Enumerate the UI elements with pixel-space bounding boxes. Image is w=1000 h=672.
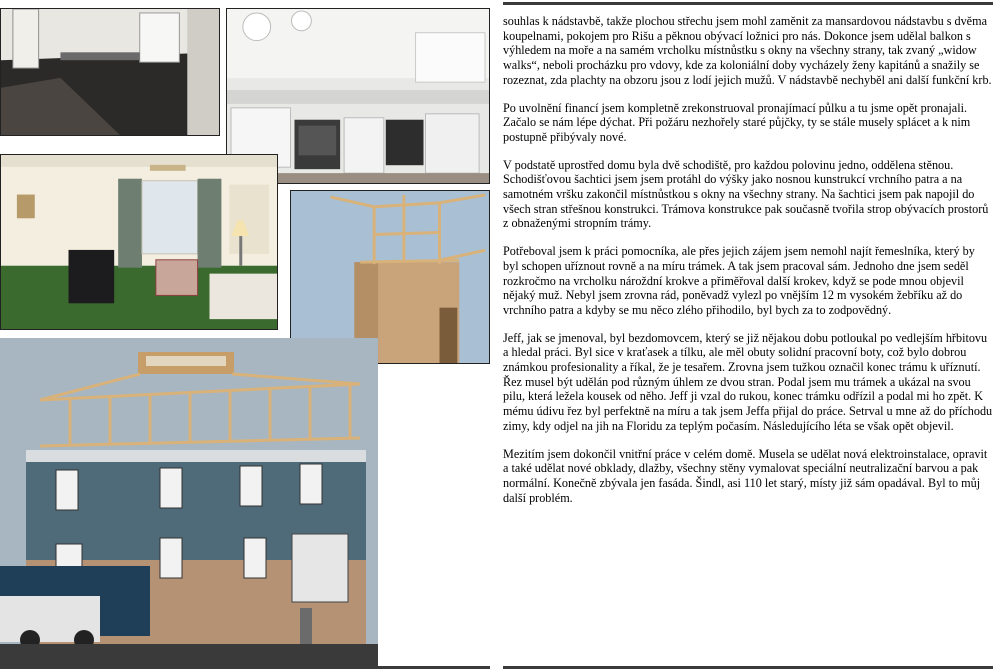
paragraph-4: Potřeboval jsem k práci pomocníka, ale přes jejich zájem jsem nemohl najít řemeslníka, který by byl schopen uříznout rovně a na míru trámek. A tak jsem pracoval sám. Jednoho dne jsem seděl rozkročmo na vrcholku nároždní krokve a přiměřoval další krokev, když se pode mnou objevil nějaký muž. Nebyl jsem zrovna rád, poněvadž vylezl po vnějším 12 m vysokém žebříku až do vrchního patra a kdyby se mu něco zlého přihodilo, byl bych za to zodpovědný.: [503, 244, 975, 317]
house-with-timber-frame-dormer-photo: [0, 338, 378, 666]
bottom-rule-left: [0, 666, 490, 669]
living-room-with-sofa-and-armchairs-photo: [0, 154, 278, 330]
article-text-column: [503, 14, 993, 518]
bottom-rule-right: [503, 666, 993, 669]
paragraph-2: Po uvolnění financí jsem kompletně zrekonstruoval pronajímací půlku a tu jsme opět pronajali. Začalo se nám lépe dýchat. Při požáru nezhořely staré půjčky, ty se stále musely splácet a k nim postupně přibývaly nové.: [503, 100, 971, 144]
top-rule-right: [503, 2, 993, 5]
paragraph-6: Mezitím jsem dokončil vnitřní práce v celém domě. Musela se udělat nová elektroinstalace, opravit a také udělat nové obklady, dlažby, všechny stěny vymalovat speciální neutralizační barvou a pak normální. Konečně zbývala jen fasáda. Šindl, asi 110 let starý, místy již sám opadával. Byl to můj další problém.: [503, 446, 988, 505]
paragraph-5: Jeff, jak se jmenoval, byl bezdomovcem, který se již nějakou dobu potloukal po vedlejším hřbitovu a hledal práci. Byl sice v kraťasek a tílku, ale měl obuty solidní pracovní boty, což bylo dobrou známkou profesionality a říkal, že je tesařem. Zrovna jsem tužkou označil konec trámu k uříznutí. Řez musel být udělán pod různým úhlem ze dvou stran. Podal jsem mu trámek a ukázal na svou pilu, která ležela kousek od něho. Jeff ji vzal do rukou, konec trámku odřízil a podal mi ho zpět. K mému údivu řez byl perfektně na míru a tak jsem Jeffa přijal do práce. Setrval u mne až do příchodu zimy, kdy odjel na jih na Floridu za teplým počasím. Následujícího léta se však opět objevil.: [503, 330, 993, 433]
empty-room-dark-floor-photo: [0, 8, 220, 136]
paragraph-1: souhlas k nádstavbě, takže plochou střechu jsem mohl zaměnit za mansardovou nádstavbu s dvěma koupelnami, pokojem pro Rišu a pěknou obývací ložnici pro nás. Dokonce jsem udělal balkon s výhledem na moře a na samém vrcholku místnůstku s okny na všechny strany, tak zvaný „widow walks“, neboli procházku pro vdovy, kde za koloniální doby vycházely ženy kapitánů a snažily se rozeznat, zda plachty na obzoru jsou z lodí jejich mužů. V nádstavbě nechyběl ani další funkční krb.: [503, 14, 992, 87]
paragraph-3: V podstatě uprostřed domu byla dvě schodiště, pro každou polovinu jedno, oddělena stěnou. Schodišťovou šachtici jsem jsem protáhl do výšky jako nosnou kunstrukcí vrchního patra a na samotném vršku zakončil místnůstkou s okny na všechny strany. Na šachtici jsem pak napojil do všech stran střešnou konstrukci. Trámova konstrukce pak současně tvořila strop obývacích prostorů z obnaženými stropním trámy.: [503, 157, 989, 231]
